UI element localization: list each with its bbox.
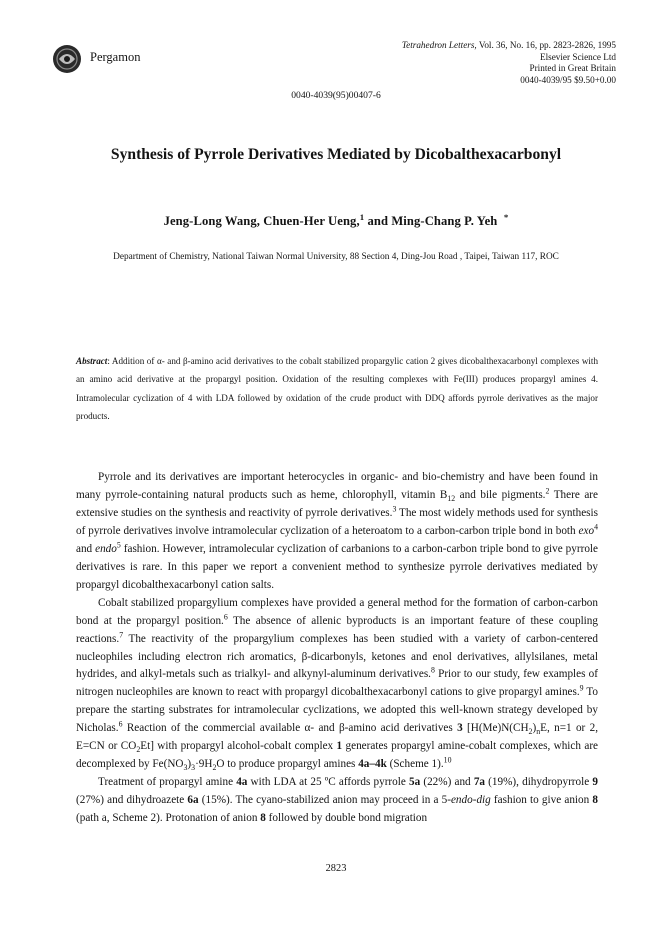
text-run: (15%). The cyano-stabilized anion may proceed in a 5- (198, 794, 451, 807)
text-run: Et] with propargyl alcohol-cobalt complex (140, 740, 337, 753)
citation-ref: 4 (594, 522, 598, 532)
text-run: and (76, 542, 96, 555)
citation-ref: 10 (443, 755, 452, 765)
text-run: and bile pigments. (455, 488, 546, 501)
text-run: To prepare the starting substrates for intramolecular cyclizations, we adopted this well-known strategy developed by Nicholas. (76, 686, 598, 735)
text-run: Cobalt stabilized propargylium complexes have provided a general method for the formation of carbon-carbon bond at the propargyl position. (76, 596, 598, 627)
page-number: 2823 (325, 863, 347, 874)
compound-number: 8 (260, 812, 266, 825)
citation-ref: 6 (223, 611, 228, 621)
text-run: (27%) and dihydroazete (76, 794, 188, 807)
subscript: 2 (136, 745, 141, 755)
text-run: with LDA at 25 ºC affords pyrrole (247, 776, 409, 789)
publisher-name: Pergamon (90, 50, 141, 64)
compound-number: 8 (592, 794, 598, 807)
compound-number: 4a–4k (358, 758, 387, 771)
compound-number: 3 (457, 722, 463, 735)
compound-number: 4a (236, 776, 248, 789)
paragraph-1 (76, 469, 598, 595)
compound-number: 5a (409, 776, 421, 789)
author-footnote-1: 1 (359, 211, 365, 222)
abstract-label: Abstract (76, 356, 108, 366)
text-run: O to produce propargyl amines (216, 758, 359, 771)
paragraph-3 (76, 774, 598, 828)
text-run: followed by double bond migration (265, 812, 428, 825)
text-run: E, n=1 or 2, E=CN or CO (76, 722, 599, 753)
text-run: fashion. However, intramolecular cyclization of carbanions to a carbon-carbon triple bond to give pyrrole derivatives is rare. In this paper we report a convenient method to synthesize pyrrole derivatives mediated by propargyl dicobalthexacarbonyl cation salts. (76, 542, 598, 591)
text-run: Prior to our study, few examples of nitrogen nucleophiles are known to react with propargyl dicobalthexacarbonyl cations to give propargyl amines. (76, 668, 598, 699)
citation-ref: 2 (545, 486, 550, 496)
text-run: ) (532, 722, 537, 735)
paragraph-2 (76, 595, 598, 775)
text-run: (19%), dihydropyrrole (485, 776, 593, 789)
italic-term: endo (95, 542, 117, 555)
doi: 0040-4039(95)00407-6 (291, 90, 381, 101)
compound-number: 9 (592, 776, 598, 789)
journal-volume: Vol. 36, No. 16, pp. 2823-2826, 1995 (476, 40, 616, 50)
text-run: (22%) and (420, 776, 474, 789)
journal-info (402, 40, 616, 86)
subscript: n (536, 727, 541, 737)
body-text (76, 469, 598, 828)
printed-line: Printed in Great Britain (529, 63, 616, 74)
text-run: (Scheme 1). (386, 758, 444, 771)
text-run: The absence of allenic byproducts is an important feature of these coupling reactions. (76, 614, 598, 645)
paper-title: Synthesis of Pyrrole Derivatives Mediated by Dicobalthexacarbonyl (110, 146, 562, 163)
author-names-1: Jeng-Long Wang, Chuen-Her Ueng, (163, 214, 360, 228)
text-run: The most widely methods used for synthesis of pyrrole derivatives involve intramolecular cyclization of a heteroatom to a carbon-carbon triple bond in both (76, 506, 598, 537)
text-run: fashion to give anion (490, 794, 593, 807)
abstract-text: : Addition of α- and β-amino acid derivatives to the cobalt stabilized propargylic cation 2 gives dicobalthexacarbonyl complexes with an amino acid derivative at the propargyl position. Oxidation of the resulting complexes with Fe(III) produces propargyl amines 4. Intramolecular cyclization of 4 with LDA followed by oxidation of the crude product with DDQ affords pyrrole derivatives as the major products. (76, 356, 598, 422)
compound-number: 7a (473, 776, 485, 789)
journal-citation (402, 40, 616, 52)
compound-number: 6a (187, 794, 199, 807)
citation-ref: 8 (430, 665, 435, 675)
text-run: Pyrrole and its derivatives are important heterocycles in organic- and bio-chemistry and have been found in many pyrrole-containing natural products such as heme, chlorophyll, vitamin B (76, 471, 598, 501)
citation-ref: 5 (116, 540, 121, 550)
citation-ref: 6 (118, 719, 123, 729)
italic-term: endo-dig (450, 794, 491, 807)
affiliation: Department of Chemistry, National Taiwan Normal University, 88 Section 4, Ding-Jou Road , Taipei, Taiwan 117, ROC (113, 252, 559, 262)
citation-ref: 7 (119, 629, 124, 639)
author-names-2: and Ming-Chang P. Yeh (364, 214, 498, 228)
text-run: (path a, Scheme 2). Protonation of anion (76, 812, 261, 825)
subscript: 12 (447, 494, 456, 504)
author-list (0, 211, 672, 229)
journal-title: Tetrahedron Letters, (401, 40, 477, 50)
text-run: There are extensive studies on the synthesis and reactivity of pyrrole derivatives. (76, 488, 598, 519)
citation-ref: 9 (579, 683, 584, 693)
text-run: The reactivity of the propargylium complexes has been studied with a variety of carbon-centered nucleophiles including electron rich aromatics, β-dicarbonyls, ketones and enol derivatives, allylsilanes, metal hydrides, and alkyl-metals such as trialkyl- and alkynyl-aluminum derivatives. (76, 632, 598, 681)
subscript: 2 (212, 763, 217, 773)
compound-number: 1 (336, 740, 343, 753)
text-run: Reaction of the commercial available α- and β-amino acid derivatives (122, 722, 458, 735)
subscript: 3 (191, 763, 196, 773)
text-run: generates propargyl amine-cobalt complexes, which are decomplexed by Fe(NO (76, 740, 599, 771)
publisher-line: Elsevier Science Ltd (539, 51, 616, 62)
italic-term: exo (578, 524, 595, 537)
text-run: [H(Me)N(CH (462, 722, 529, 735)
corresponding-author-mark: * (503, 211, 509, 222)
abstract (76, 352, 598, 426)
citation-ref: 3 (392, 504, 397, 514)
text-run: Treatment of propargyl amine (98, 776, 237, 789)
text-run: ·9H (195, 758, 213, 771)
subscript: 3 (183, 763, 188, 773)
issn-line: 0040-4039/95 $9.50+0.00 (520, 74, 616, 85)
pergamon-logo-icon (52, 44, 82, 74)
subscript: 2 (528, 727, 533, 737)
text-run: ) (187, 758, 192, 771)
